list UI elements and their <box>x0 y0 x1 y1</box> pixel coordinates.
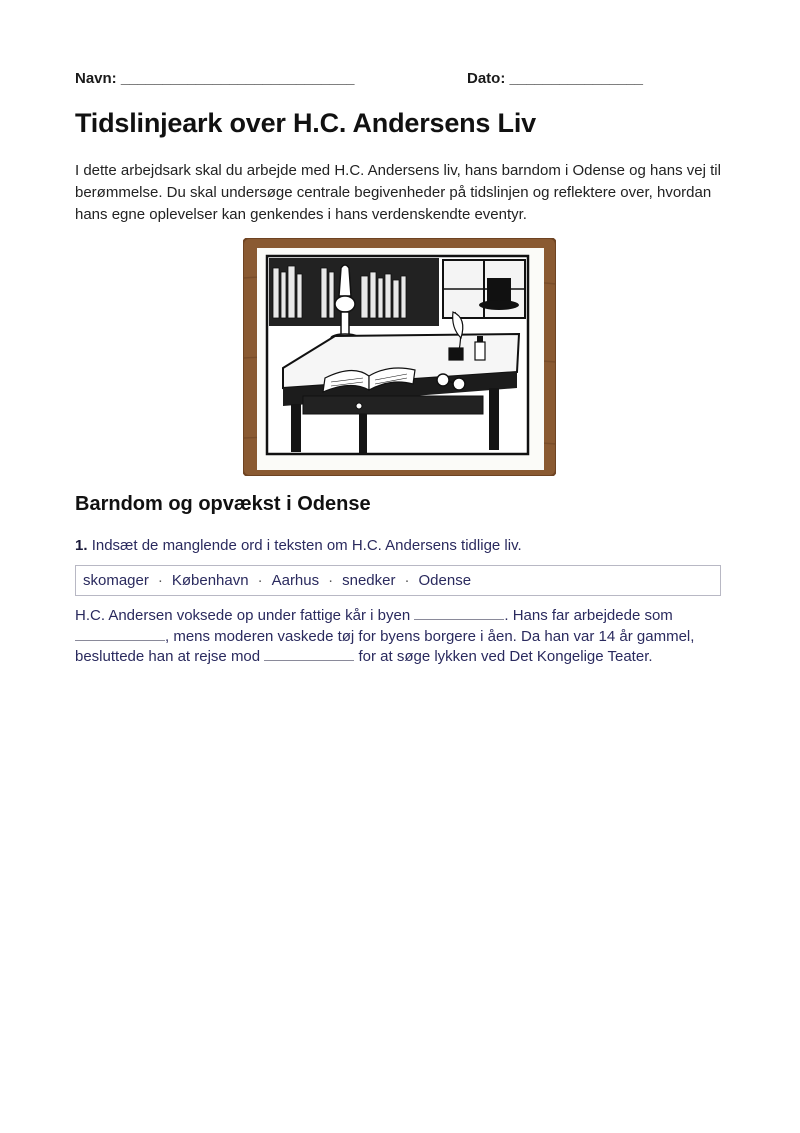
word-bank-item: Aarhus <box>271 572 320 589</box>
date-field[interactable]: Dato: ________________ <box>467 70 643 87</box>
word-separator: · <box>157 572 163 589</box>
blank-occupation[interactable] <box>75 630 165 641</box>
word-separator: · <box>328 572 334 589</box>
question-number: 1. <box>75 537 88 554</box>
cloze-text: . Hans far arbejdede som <box>504 607 673 624</box>
blank-city[interactable] <box>414 609 504 620</box>
writing-desk-illustration <box>243 238 556 476</box>
intro-paragraph: I dette arbejdsark skal du arbejde med H.C. Andersens liv, hans barndom i Odense og hans vej til berømmelse. Du skal undersøge centrale begivenheder på tidslinjen og reflektere over, hvordan hans egne oplevelser kan genkendes i hans verdenskendte eventyr. <box>75 162 721 223</box>
question-1 <box>75 537 522 554</box>
cloze-paragraph <box>75 606 725 668</box>
word-separator: · <box>404 572 410 589</box>
cloze-text: H.C. Andersen voksede op under fattige kår i byen <box>75 607 415 624</box>
question-text: Indsæt de manglende ord i teksten om H.C. Andersens tidlige liv. <box>91 537 522 554</box>
word-bank-item: snedker <box>342 572 396 589</box>
section-title: Barndom og opvækst i Odense <box>75 493 371 515</box>
cloze-text: for at søge lykken ved Det Kongelige Teater. <box>354 648 653 665</box>
word-bank-item: København <box>171 572 249 589</box>
blank-destination[interactable] <box>264 650 354 661</box>
header-row <box>75 70 725 92</box>
word-bank-item: Odense <box>418 572 472 589</box>
name-field[interactable]: Navn: ____________________________ <box>75 70 355 87</box>
word-bank <box>75 565 721 596</box>
cloze-text: , mens moderen vaskede tøj for byens borgere i åen. Da han var 14 år gammel, besluttede han at rejse mod <box>75 627 695 665</box>
page-title: Tidslinjeark over H.C. Andersens Liv <box>75 108 536 138</box>
word-separator: · <box>257 572 263 589</box>
word-bank-item: skomager <box>83 572 149 589</box>
